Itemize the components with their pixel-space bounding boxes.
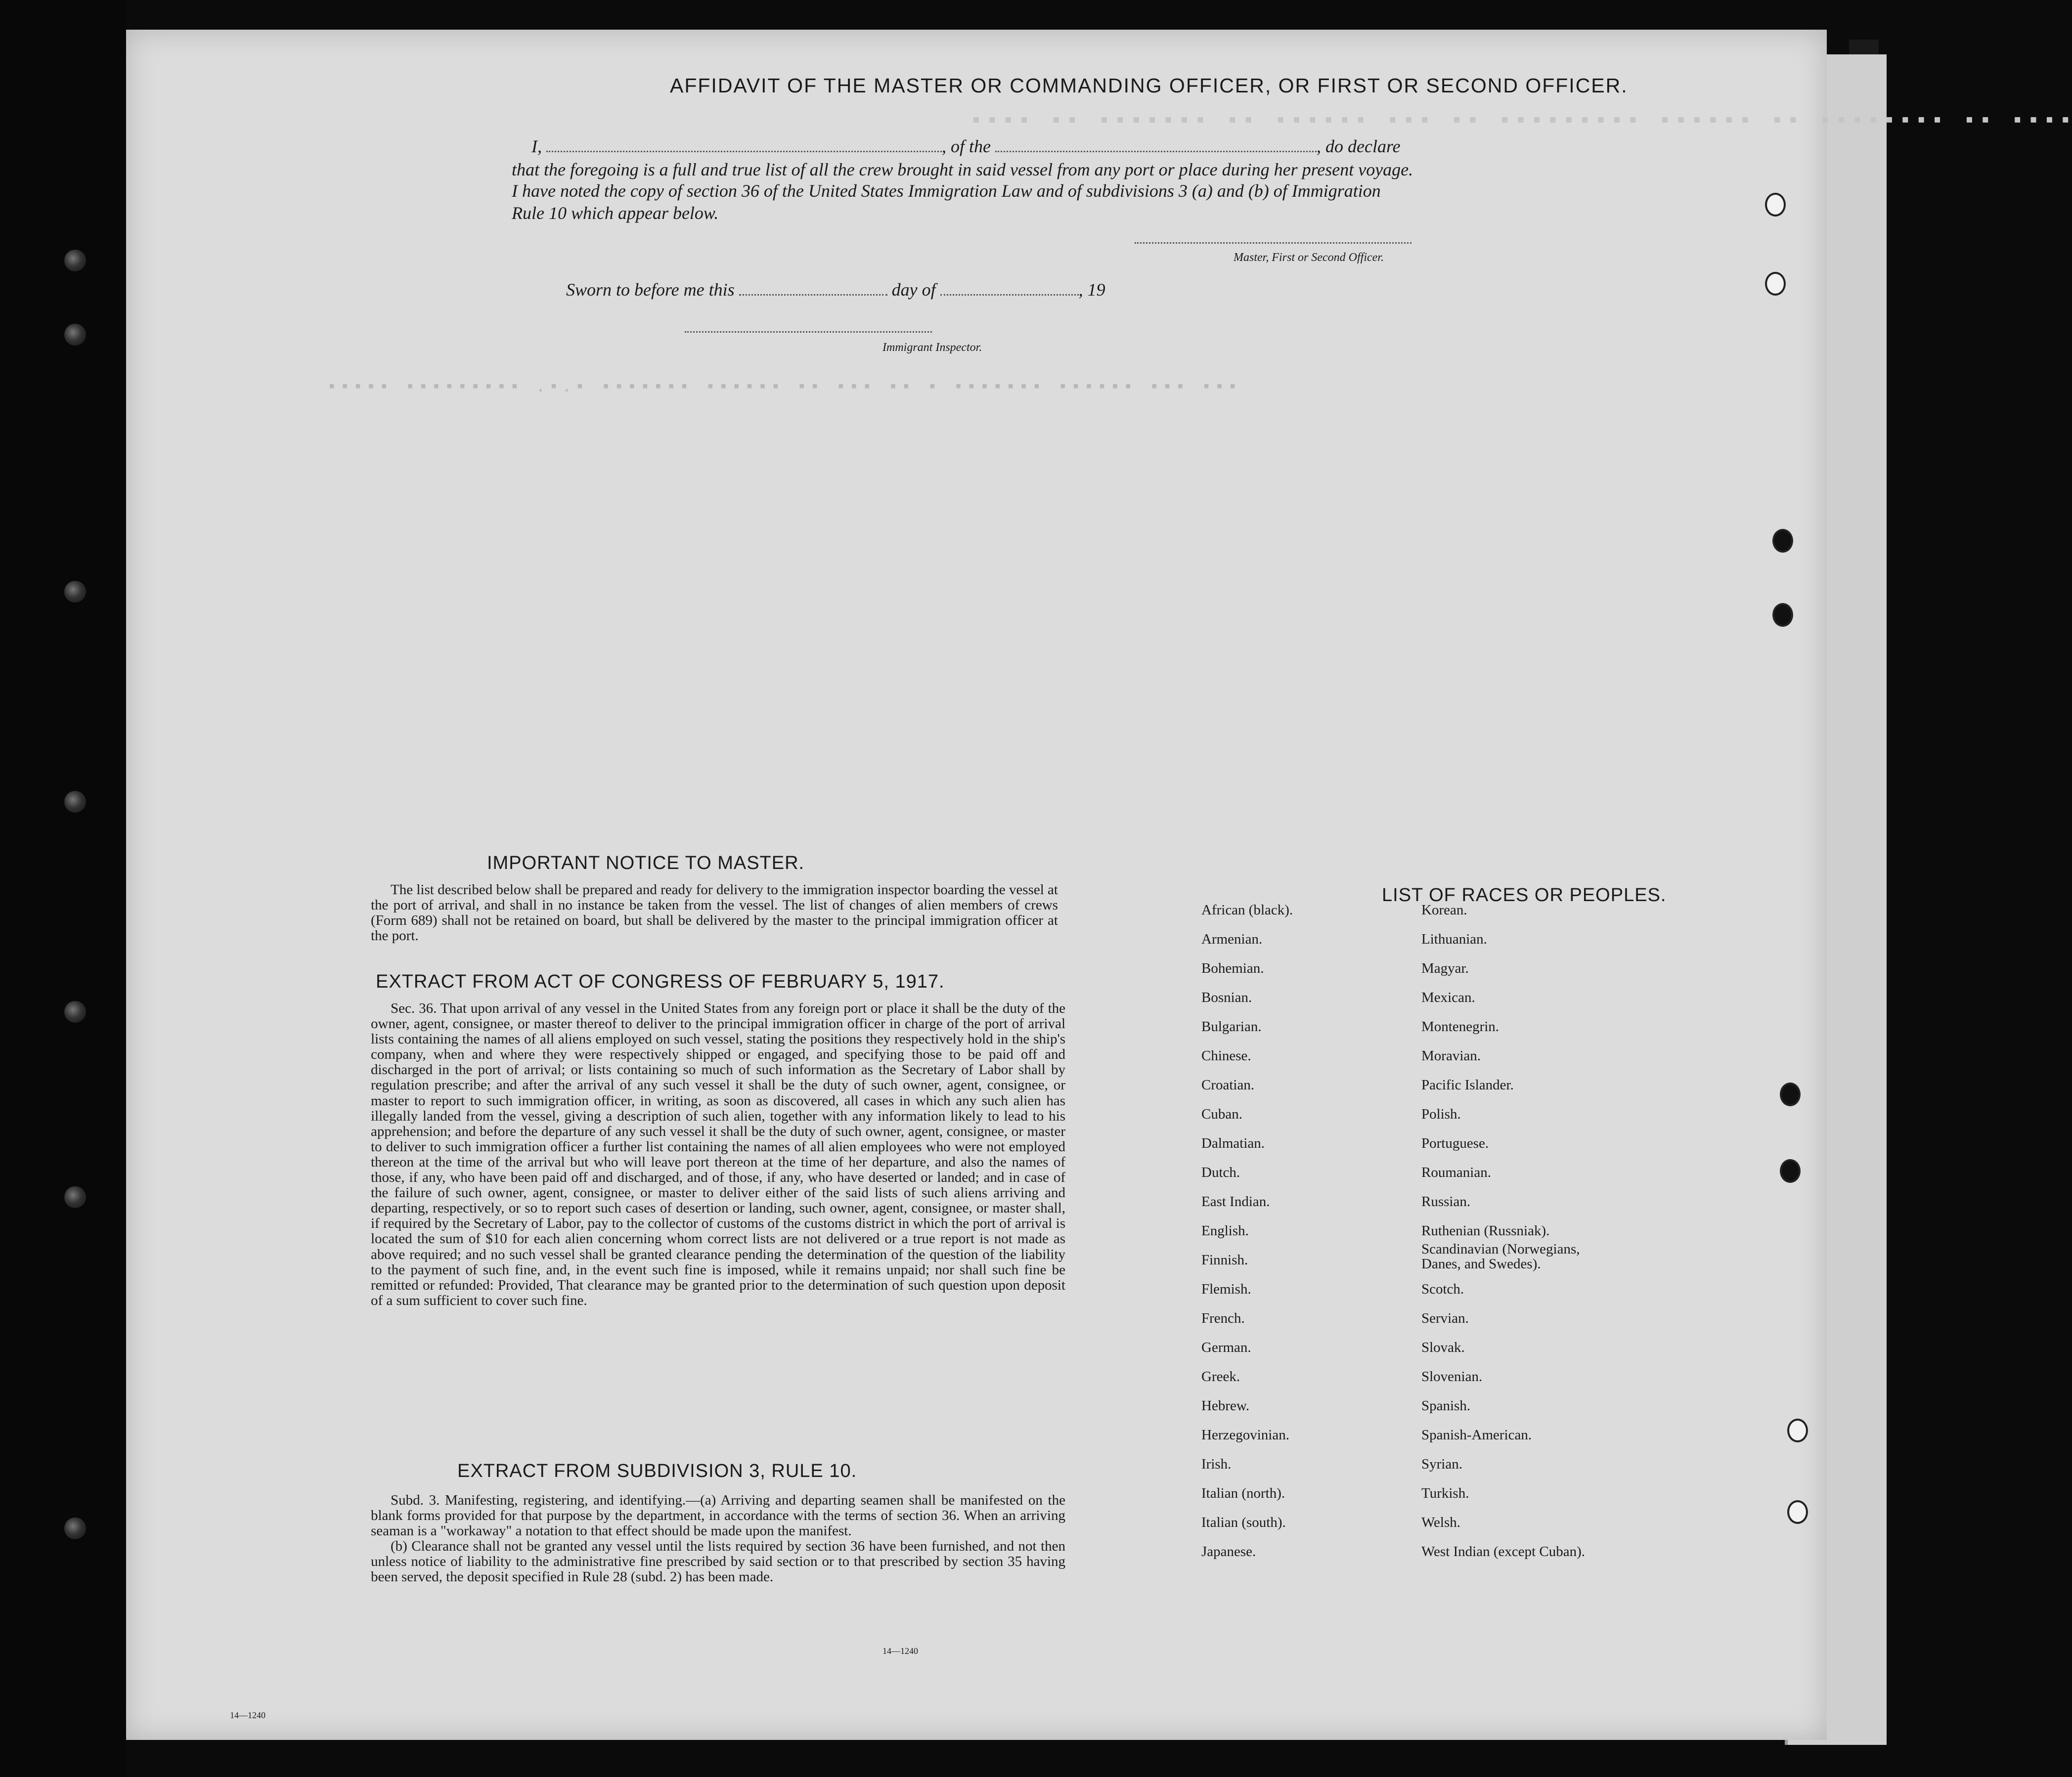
race-right: Polish.: [1421, 1106, 1461, 1122]
form-number: 14—1240: [882, 1646, 918, 1656]
manifest-page: [126, 30, 2072, 1740]
inspector-signature-blank[interactable]: [685, 331, 932, 333]
race-left: Bulgarian.: [1201, 1019, 1262, 1035]
affidavit-line2: that the foregoing is a full and true list of all the crew brought in said vessel from any port or place during her present voyage.: [512, 160, 1413, 179]
race-left: Bosnian.: [1201, 990, 1252, 1005]
race-right: Turkish.: [1421, 1485, 1469, 1501]
notice-heading: IMPORTANT NOTICE TO MASTER.: [487, 853, 805, 873]
race-right: Portuguese.: [1421, 1135, 1489, 1151]
rule-paragraph-b: (b) Clearance shall not be granted any vessel until the lists required by section 36 have been furnished, and not then unless notice of liability to the administrative fine prescribed by said section or to that prescribed by section 35 having been served, the deposit specified in Rule 28 (subd. 2) has been made.: [371, 1538, 1065, 1585]
race-left: Greek.: [1201, 1369, 1240, 1385]
race-left: German.: [1201, 1340, 1251, 1355]
race-left: Chinese.: [1201, 1048, 1251, 1064]
punch-hole: [1765, 272, 1786, 296]
race-right: Slovenian.: [1421, 1369, 1483, 1385]
race-left: Herzegovinian.: [1201, 1427, 1289, 1443]
race-right: Scotch.: [1421, 1281, 1464, 1297]
races-heading: LIST OF RACES OR PEOPLES.: [1382, 885, 1667, 906]
rule-paragraph-a: Subd. 3. Manifesting, registering, and identifying.—(a) Arriving and departing seamen shall be manifested on the blank forms provided for that purpose by the department, in accordance with the terms of section 36. When an arriving seaman is a "workaway" a notation to that effect should be made upon the manifest.: [371, 1492, 1065, 1539]
race-right: Pacific Islander.: [1421, 1077, 1514, 1093]
punch-hole: [1765, 193, 1786, 217]
race-right: Lithuanian.: [1421, 931, 1487, 947]
binder-rivet: [64, 791, 86, 813]
corner-form-number: 14—1240: [230, 1710, 265, 1720]
binder-rivet: [64, 581, 86, 603]
race-right: Spanish.: [1421, 1398, 1471, 1414]
notice-paragraph: The list described below shall be prepared and ready for delivery to the immigration inspector boarding the vessel at the port of arrival, and shall in no instance be taken from the vessel. The list of changes of alien members of crews (Form 689) shall not be retained on board, but shall be delivered by the master to the principal immigration officer at the port.: [371, 882, 1058, 944]
rule-text: [371, 1493, 1065, 1585]
race-left: Cuban.: [1201, 1106, 1242, 1122]
race-right: Moravian.: [1421, 1048, 1481, 1064]
sworn-year-label: , 19: [1078, 280, 1105, 300]
race-left: Dutch.: [1201, 1165, 1240, 1180]
binder-rivet: [64, 1517, 86, 1539]
vessel-blank[interactable]: [995, 137, 1317, 152]
race-right: Roumanian.: [1421, 1165, 1491, 1180]
race-left: French.: [1201, 1310, 1245, 1326]
punch-hole: [1772, 603, 1793, 627]
race-right: Servian.: [1421, 1310, 1469, 1326]
race-left: East Indian.: [1201, 1194, 1270, 1210]
race-left: African (black).: [1201, 902, 1293, 918]
name-blank[interactable]: [546, 137, 942, 152]
punch-hole: [1780, 1159, 1801, 1183]
race-right: Korean.: [1421, 902, 1467, 918]
race-left: Finnish.: [1201, 1252, 1248, 1268]
affidavit-declaration-line: [531, 136, 1560, 157]
binder-rivet: [64, 250, 86, 271]
affidavit-title: AFFIDAVIT OF THE MASTER OR COMMANDING OFFICER, OR FIRST OR SECOND OFFICER.: [670, 74, 1628, 97]
race-right: Russian.: [1421, 1194, 1471, 1210]
race-left: Hebrew.: [1201, 1398, 1250, 1414]
race-left: Italian (south).: [1201, 1515, 1286, 1530]
bleed-through-ink: ▪▪▪ ▪▪▪ ▪▪▪▪▪▪ ▪▪▪▪▪▪▪ ▪ ▪▪ ▪▪▪ ▪▪ ▪▪▪▪▪▪ ▪▪▪▪▪▪▪ ▪.▪. ▪▪▪▪▪▪▪▪▪ ▪▪▪▪▪: [324, 378, 1238, 397]
act-text: [371, 1001, 1065, 1308]
act-heading: EXTRACT FROM ACT OF CONGRESS OF FEBRUARY 5, 1917.: [376, 971, 945, 992]
race-right: Scandinavian (Norwegians, Danes, and Swedes).: [1421, 1241, 1580, 1272]
race-left: Flemish.: [1201, 1281, 1251, 1297]
binder-rivet: [64, 324, 86, 346]
affidavit-line4: Rule 10 which appear below.: [512, 203, 719, 223]
race-left: Irish.: [1201, 1456, 1232, 1472]
race-left: Croatian.: [1201, 1077, 1255, 1093]
race-right: Syrian.: [1421, 1456, 1462, 1472]
inspector-label: Immigrant Inspector.: [882, 341, 982, 354]
race-left: Italian (north).: [1201, 1485, 1285, 1501]
sworn-day-blank[interactable]: [739, 280, 887, 296]
binder-rivet: [64, 1186, 86, 1208]
punch-hole: [1780, 1083, 1801, 1106]
race-right: West Indian (except Cuban).: [1421, 1544, 1586, 1560]
sworn-day-label: day of: [891, 280, 936, 300]
act-paragraph: Sec. 36. That upon arrival of any vessel in the United States from any foreign port or place it shall be the duty of the owner, agent, consignee, or master thereof to deliver to the principal immigration officer in charge of the port of arrival lists containing the names of all aliens employed on such vessel, stating the positions they respectively hold in the ship's company, when and where they were respectively shipped or engaged, and specifying those to be paid off and discharged in the port of arrival; or lists containing so much of such information as the Secretary of Labor shall by regulation prescribe; and after the arrival of any such vessel it shall be the duty of such owner, agent, consignee, or master to report to such immigration officer, in writing, as soon as discovered, all cases in which any such alien has illegally landed from the vessel, giving a description of such alien, together with any information likely to lead to his apprehension; and before the departure of any such vessel it shall be the duty of such owner, agent, consignee, or master to deliver to such immigration officer a further list containing the names of all alien employees who were not employed thereon at the time of the arrival but who will leave port thereon at the time of her departure, and also the names of those, if any, who have been paid off and discharged, and of those, if any, who have deserted or landed; and in case of the failure of such owner, agent, consignee, or master to deliver either of the said lists of such aliens arriving and departing, respectively, or so to report such cases of desertion or landing, such owner, agent, consignee, or master shall, if required by the Secretary of Labor, pay to the collector of customs of the customs district in which the port of arrival is located the sum of $10 for each alien concerning whom correct lists are not delivered or a true report is not made as above required; and no such vessel shall be granted clearance pending the determination of the question of the liability to the payment of such fine, and, in the event such fine is imposed, while it remains unpaid; nor shall such fine be remitted or refunded: Provided, That clearance may be granted prior to the determination of such question upon deposit of a sum sufficient to cover such fine.: [371, 1000, 1065, 1308]
binder-edge: [0, 0, 126, 1777]
race-right: Spanish-American.: [1421, 1427, 1532, 1443]
race-left: Armenian.: [1201, 931, 1263, 947]
race-left: Dalmatian.: [1201, 1135, 1265, 1151]
affidavit-line3: I have noted the copy of section 36 of the United States Immigration Law and of subdivisions 3 (a) and (b) of Immigration: [512, 181, 1381, 201]
punch-hole: [1772, 529, 1793, 553]
sworn-start: Sworn to before me this: [566, 280, 735, 300]
rule-heading: EXTRACT FROM SUBDIVISION 3, RULE 10.: [457, 1461, 857, 1481]
race-left: Bohemian.: [1201, 960, 1264, 976]
race-left: Japanese.: [1201, 1544, 1256, 1560]
race-right: Magyar.: [1421, 960, 1469, 976]
race-right: Slovak.: [1421, 1340, 1465, 1355]
race-left: English.: [1201, 1223, 1249, 1239]
race-right: Welsh.: [1421, 1515, 1461, 1530]
race-right: Ruthenian (Russniak).: [1421, 1223, 1550, 1239]
race-right: Mexican.: [1421, 990, 1475, 1005]
affidavit-line1-start: I,: [531, 136, 542, 156]
sworn-line: [566, 279, 1105, 300]
punch-hole: [1787, 1500, 1808, 1524]
master-signature-blank[interactable]: [1135, 242, 1411, 244]
race-right: Montenegrin.: [1421, 1019, 1499, 1035]
punch-hole: [1787, 1419, 1808, 1442]
master-signature-label: Master, First or Second Officer.: [1234, 251, 1384, 264]
notice-text: [371, 882, 1058, 944]
affidavit-line1-end: , do declare: [1316, 136, 1401, 156]
sworn-month-blank[interactable]: [940, 280, 1079, 296]
affidavit-line1-mid: , of the: [942, 136, 991, 156]
binder-rivet: [64, 1001, 86, 1023]
bleed-through-ink: ▪▪▪▪ ▪▪ ▪▪▪▪▪▪▪▪ ▪▪ ▪▪▪▪▪▪ ▪▪▪▪▪▪▪▪▪ ▪▪ ▪▪▪ ▪▪▪▪▪▪ ▪▪ ▪▪▪▪▪▪▪ ▪▪ ▪▪▪▪: [967, 109, 2072, 133]
